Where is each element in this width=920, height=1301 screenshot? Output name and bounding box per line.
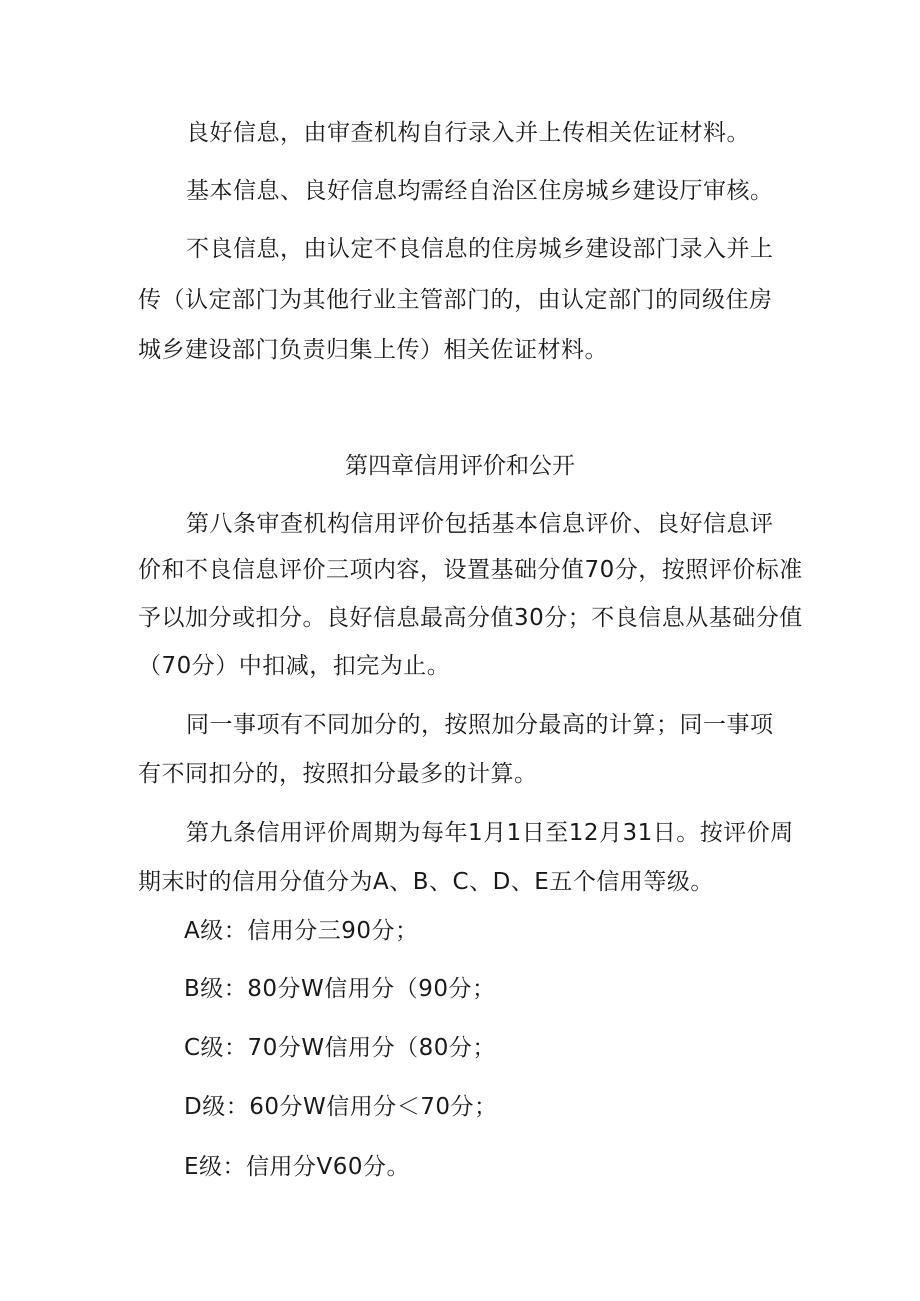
paragraph-line: （70分）中扣减，扣完为止。: [138, 653, 451, 679]
paragraph-line: 第九条信用评价周期为每年1月1日至12月31日。按评价周: [186, 820, 794, 846]
paragraph-line: 第八条审查机构信用评价包括基本信息评价、良好信息评: [186, 511, 774, 537]
paragraph-line: 有不同扣分的，按照扣分最多的计算。: [138, 761, 538, 787]
grade-line: B级：80分W信用分（90分；: [184, 976, 496, 1002]
paragraph-line: 不良信息，由认定不良信息的住房城乡建设部门录入并上: [186, 236, 774, 262]
grade-line: C级：70分W信用分（80分；: [184, 1035, 496, 1061]
paragraph-line: 价和不良信息评价三项内容，设置基础分值70分，按照评价标准: [138, 557, 803, 583]
paragraph-line: 城乡建设部门负责归集上传）相关佐证材料。: [138, 337, 608, 363]
paragraph-line: 良好信息，由审查机构自行录入并上传相关佐证材料。: [186, 120, 750, 146]
chapter-heading: 第四章信用评价和公开: [345, 453, 575, 479]
grade-line: E级：信用分V60分。: [184, 1154, 411, 1180]
grade-line: A级：信用分三90分；: [184, 918, 419, 944]
paragraph-line: 同一事项有不同加分的，按照加分最高的计算；同一事项: [186, 712, 774, 738]
paragraph-line: 基本信息、良好信息均需经自治区住房城乡建设厅审核。: [186, 178, 774, 204]
paragraph-line: 予以加分或扣分。良好信息最高分值30分；不良信息从基础分值: [138, 605, 803, 631]
paragraph-line: 传（认定部门为其他行业主管部门的，由认定部门的同级住房: [138, 287, 773, 313]
paragraph-line: 期末时的信用分值分为A、B、C、D、E五个信用等级。: [138, 869, 714, 895]
grade-line: D级：60分W信用分＜70分；: [184, 1094, 498, 1120]
